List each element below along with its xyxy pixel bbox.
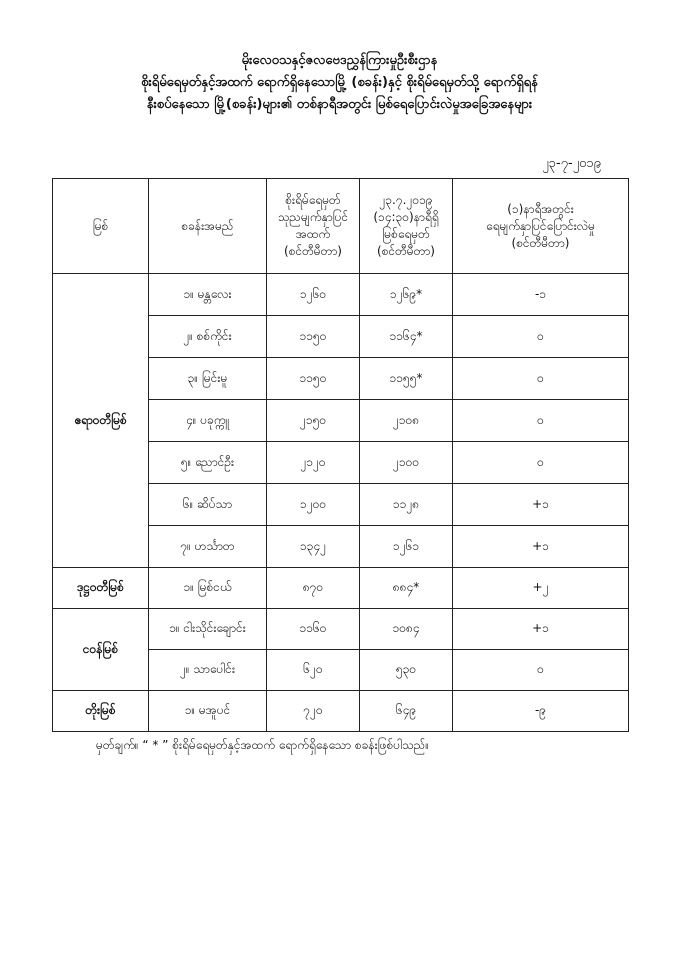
header-line-1: မိုးလေဝသနှင့်ဇလဗေဒညွှန်ကြားမှုဦးစီးဌာန [241, 53, 438, 68]
level-change: -၁ [453, 274, 629, 316]
danger-level: ၁၂၀၀ [267, 484, 360, 526]
river-name: ငဝန်မြစ် [53, 609, 149, 691]
station-name: ၇။ ဟင်္သာတ [149, 526, 267, 568]
danger-level: ၆၂၀ [267, 650, 360, 691]
current-level: ၁၀၈၄ [360, 609, 453, 650]
table-header-row [53, 179, 629, 274]
station-name: ၄။ ပခုက္ကူ [149, 400, 267, 442]
station-name: ၁။ မအူပင် [149, 691, 267, 732]
report-date: ၂၃-၇-၂၀၁၉ [542, 156, 601, 171]
table-row [53, 691, 629, 732]
danger-level: ၂၁၅၀ [267, 400, 360, 442]
header-line-3: နီးစပ်နေသော မြို့(စခန်း)များ၏ တစ်နာရီအတွင်း မြစ်ရေပြောင်းလဲမှုအခြေအနေများ [146, 97, 533, 112]
station-name: ၂။ သာပေါင်း [149, 650, 267, 691]
station-name: ၆။ ဆိပ်သာ [149, 484, 267, 526]
station-name: ၂။ စစ်ကိုင်း [149, 316, 267, 358]
current-level: ၁၁၆၄* [360, 316, 453, 358]
danger-level: ၁၁၆၀ [267, 609, 360, 650]
current-level-column-header: ၂၃.၇.၂၀၁၉ (၁၄:၃၀)နာရီရှိ မြစ်ရေမှတ် (စင်တီမီတာ) [360, 179, 453, 274]
level-change: -၉ [453, 691, 629, 732]
river-name: ဒုဋ္ဌဝတီမြစ် [53, 568, 149, 609]
danger-level: ၁၂၆၀ [267, 274, 360, 316]
danger-level: ၁၁၅၀ [267, 358, 360, 400]
table-row [53, 568, 629, 609]
level-change: +၁ [453, 484, 629, 526]
header-line-2: စိုးရိမ်ရေမှတ်နှင့်အထက် ရောက်ရှိနေသောမြို့ (စခန်း)နှင့် စိုးရိမ်ရေမှတ်သို့ ရောက်ရှိရန် [141, 75, 538, 90]
station-name: ၁။ ငါးသိုင်းချောင်း [149, 609, 267, 650]
current-level: ၂၁၀၈ [360, 400, 453, 442]
current-level: ၁၂၆၉* [360, 274, 453, 316]
station-name: ၅။ ညောင်ဦး [149, 442, 267, 484]
level-change: ၀ [453, 400, 629, 442]
current-level: ၂၁၀၀ [360, 442, 453, 484]
level-change: +၂ [453, 568, 629, 609]
current-level: ၆၄၉ [360, 691, 453, 732]
danger-level: ၂၁၂၀ [267, 442, 360, 484]
table-row [53, 609, 629, 650]
level-change: ၀ [453, 316, 629, 358]
current-level: ၅၃၀ [360, 650, 453, 691]
danger-level: ၈၇၀ [267, 568, 360, 609]
river-level-table [52, 178, 629, 732]
station-column-header: စခန်းအမည် [149, 179, 267, 274]
level-change: ၀ [453, 650, 629, 691]
footnote: မှတ်ချက်။ “ * ” စိုးရိမ်ရေမှတ်နှင့်အထက် ရောက်ရှိနေသော စခန်းဖြစ်ပါသည်။ [96, 738, 429, 752]
current-level: ၁၁၂၈ [360, 484, 453, 526]
level-change: ၀ [453, 442, 629, 484]
level-change: +၁ [453, 609, 629, 650]
level-change: +၁ [453, 526, 629, 568]
station-name: ၁။ မြစ်ငယ် [149, 568, 267, 609]
danger-level: ၁၁၅၀ [267, 316, 360, 358]
danger-level: ၇၂၀ [267, 691, 360, 732]
level-change: ၀ [453, 358, 629, 400]
current-level: ၈၈၄* [360, 568, 453, 609]
danger-level-column-header: စိုးရိမ်ရေမှတ် သုညမျက်နှာပြင် အထက် (စင်တီမီတာ) [267, 179, 360, 274]
current-level: ၁၁၅၅* [360, 358, 453, 400]
current-level: ၁၂၆၁ [360, 526, 453, 568]
river-name: ဧရာဝတီမြစ် [53, 274, 149, 568]
station-name: ၃။ မြင်းမူ [149, 358, 267, 400]
river-name: တိုးမြစ် [53, 691, 149, 732]
river-column-header: မြစ် [53, 179, 149, 274]
table-row [53, 274, 629, 316]
danger-level: ၁၃၄၂ [267, 526, 360, 568]
change-column-header: (၁)နာရီအတွင်း ရေမျက်နှာပြင်ပြောင်းလဲမှု (စင်တီမီတာ) [453, 179, 629, 274]
document-header [0, 50, 679, 116]
station-name: ၁။ မန္တလေး [149, 274, 267, 316]
